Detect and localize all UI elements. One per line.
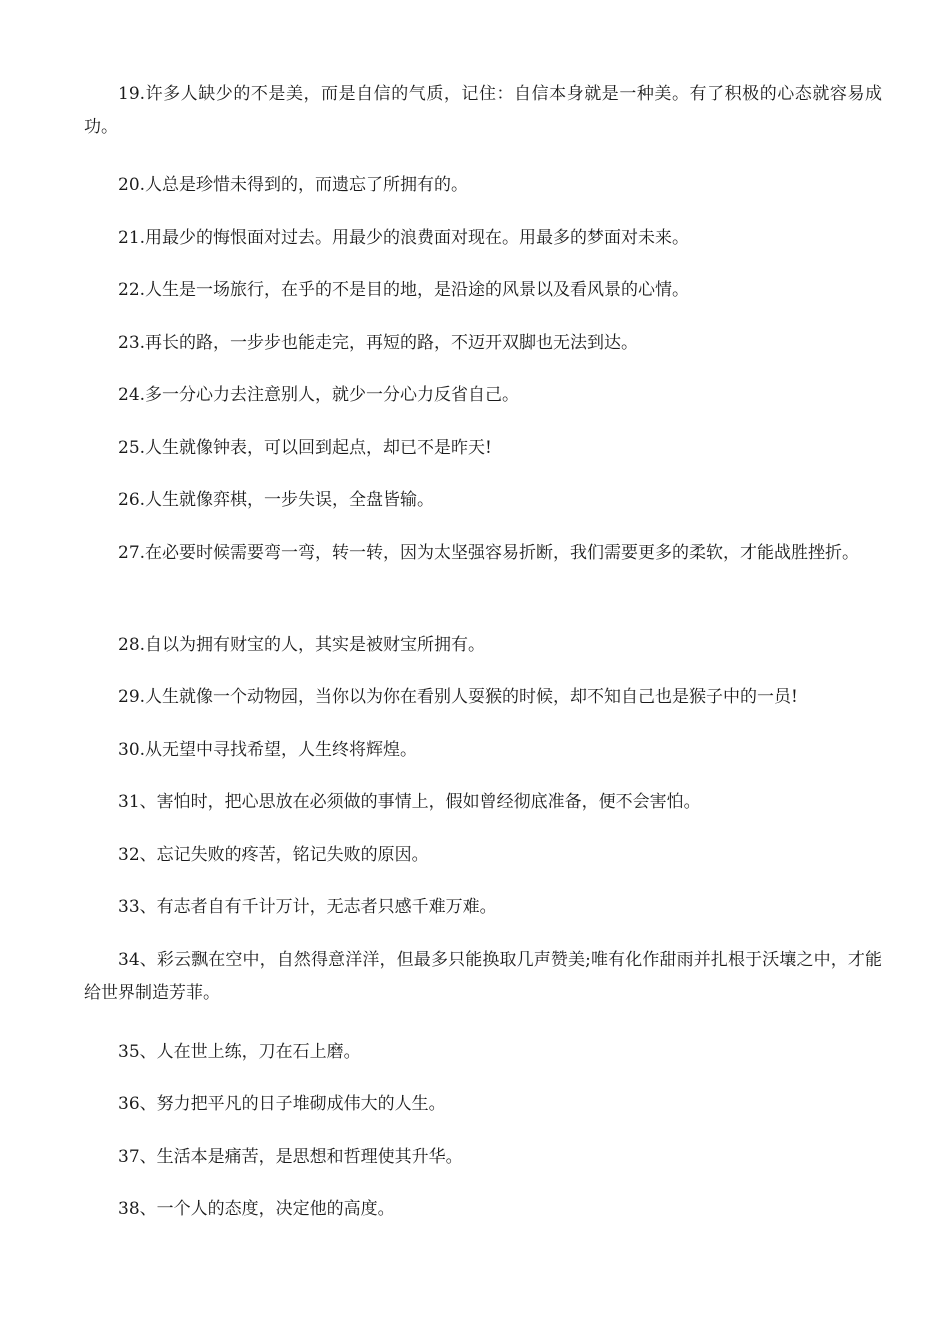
paragraph-22: 22.人生是一场旅行，在乎的不是目的地，是沿途的风景以及看风景的心情。 [118,280,690,300]
paragraph-29: 29.人生就像一个动物园，当你以为你在看别人耍猴的时候，却不知自己也是猴子中的一员! [118,687,798,707]
paragraph-19: 19.许多人缺少的不是美，而是自信的气质，记住：自信本身就是一种美。有了积极的心态就容易成功。 [84,84,882,137]
paragraph-24: 24.多一分心力去注意别人，就少一分心力反省自己。 [118,385,520,405]
paragraph-20: 20.人总是珍惜未得到的，而遗忘了所拥有的。 [118,175,469,195]
paragraph-35: 35、人在世上练，刀在石上磨。 [118,1042,361,1062]
paragraph-31: 31、害怕时，把心思放在必须做的事情上，假如曾经彻底准备，便不会害怕。 [118,792,701,812]
paragraph-21: 21.用最少的悔恨面对过去。用最少的浪费面对现在。用最多的梦面对未来。 [118,228,690,248]
paragraph-23: 23.再长的路，一步步也能走完，再短的路，不迈开双脚也无法到达。 [118,333,639,353]
paragraph-38: 38、一个人的态度，决定他的高度。 [118,1199,395,1219]
paragraph-36: 36、努力把平凡的日子堆砌成伟大的人生。 [118,1094,446,1114]
paragraph-27: 27.在必要时候需要弯一弯，转一转，因为太坚强容易折断，我们需要更多的柔软，才能战胜挫折。 [118,543,860,563]
paragraph-25: 25.人生就像钟表，可以回到起点，却已不是昨天! [118,438,492,458]
paragraph-26: 26.人生就像弈棋，一步失误，全盘皆输。 [118,490,435,510]
paragraph-28: 28.自以为拥有财宝的人，其实是被财宝所拥有。 [118,635,486,655]
paragraph-37: 37、生活本是痛苦，是思想和哲理使其升华。 [118,1147,463,1167]
paragraph-30: 30.从无望中寻找希望，人生终将辉煌。 [118,740,418,760]
paragraph-32: 32、忘记失败的疼苦，铭记失败的原因。 [118,845,429,865]
paragraph-34: 34、彩云飘在空中，自然得意洋洋，但最多只能换取几声赞美;唯有化作甜雨并扎根于沃壤之中，才能给世界制造芳菲。 [84,950,882,1003]
paragraph-33: 33、有志者自有千计万计，无志者只感千难万难。 [118,897,497,917]
